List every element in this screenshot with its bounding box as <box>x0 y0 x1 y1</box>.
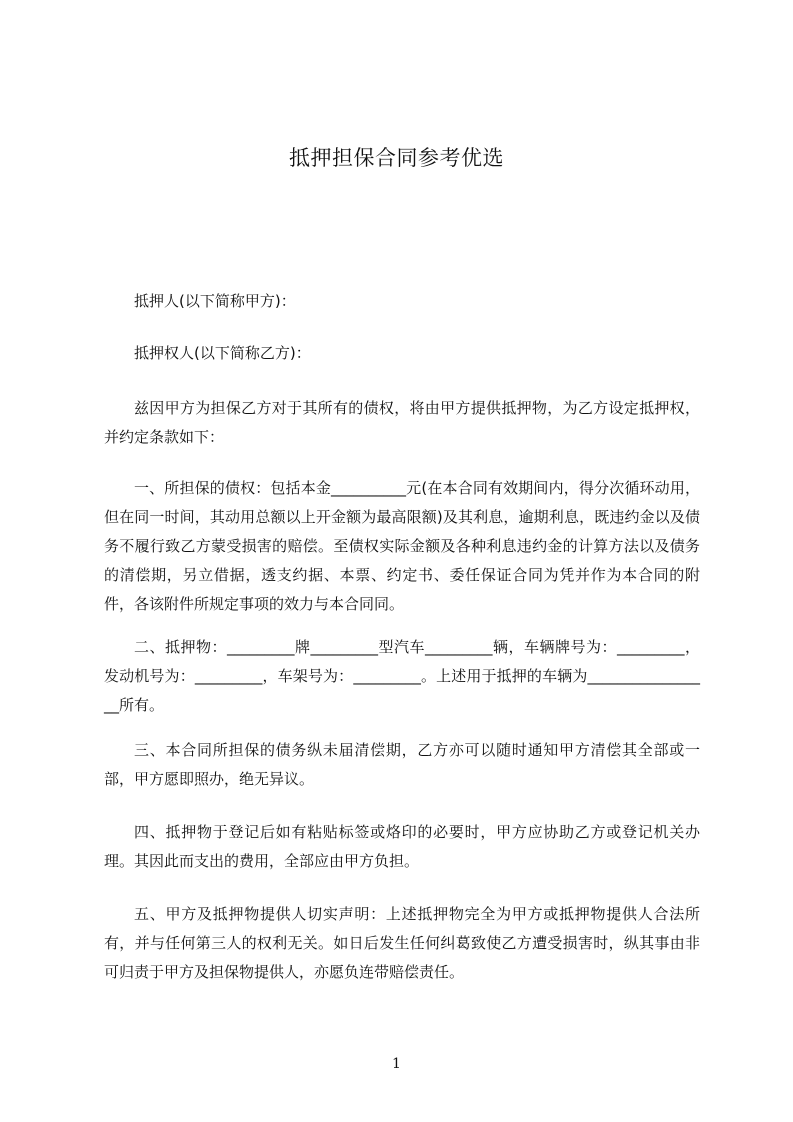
clause-1-secured-debt <box>104 474 700 619</box>
paragraph-mortgagor <box>104 287 700 316</box>
paragraph-mortgagee <box>104 339 700 368</box>
paragraph-text: 三、本合同所担保的债务纵未届清偿期，乙方亦可以随时通知甲方清偿其全部或一部，甲方愿即照办，绝无异议。 <box>104 741 700 788</box>
paragraph-text: 抵押权人(以下简称乙方)： <box>134 344 311 362</box>
paragraph-text: 四、抵押物于登记后如有粘贴标签或烙印的必要时，甲方应协助乙方或登记机关办理。其因此而支出的费用，全部应由甲方负担。 <box>104 823 700 870</box>
document-title: 抵押担保合同参考优选 <box>289 146 504 170</box>
clause-5-declaration <box>104 900 700 987</box>
paragraph-text: 一、所担保的债权：包括本金__________元(在本合同有效期间内，得分次循环动用，但在同一时间，其动用总额以上开金额为最高限额)及其利息，逾期利息，既违约金以及债务不履行致乙方蒙受损害的赔偿。至债权实际金额及各种利息违约金的计算方法以及债务的清偿期，另立借据，透支约据、本票、约定书、委任保证合同为凭并作为本合同的附件，各该附件所规定事项的效力与本合同同。 <box>104 479 700 613</box>
paragraph-text: 兹因甲方为担保乙方对于其所有的债权，将由甲方提供抵押物，为乙方设定抵押权，并约定条款如下： <box>104 399 700 446</box>
paragraph-text: 抵押人(以下简称甲方)： <box>134 292 296 310</box>
paragraph-text: 五、甲方及抵押物提供人切实声明：上述抵押物完全为甲方或抵押物提供人合法所有，并与任何第三人的权利无关。如日后发生任何纠葛致使乙方遭受损害时，纵其事由非可归责于甲方及担保物提供人，亦愿负连带赔偿责任。 <box>104 905 700 981</box>
clause-2-collateral <box>104 633 700 720</box>
paragraph-preamble <box>104 394 700 452</box>
page-number: 1 <box>392 1056 401 1072</box>
clause-4-registration <box>104 818 700 876</box>
paragraph-text: 二、抵押物：_________牌_________型汽车_________辆，车辆牌号为：_________，发动机号为：_________，车架号为：_________。上述用于抵押的车辆为_________________所有。 <box>104 638 700 714</box>
clause-3-early-repayment <box>104 736 700 794</box>
